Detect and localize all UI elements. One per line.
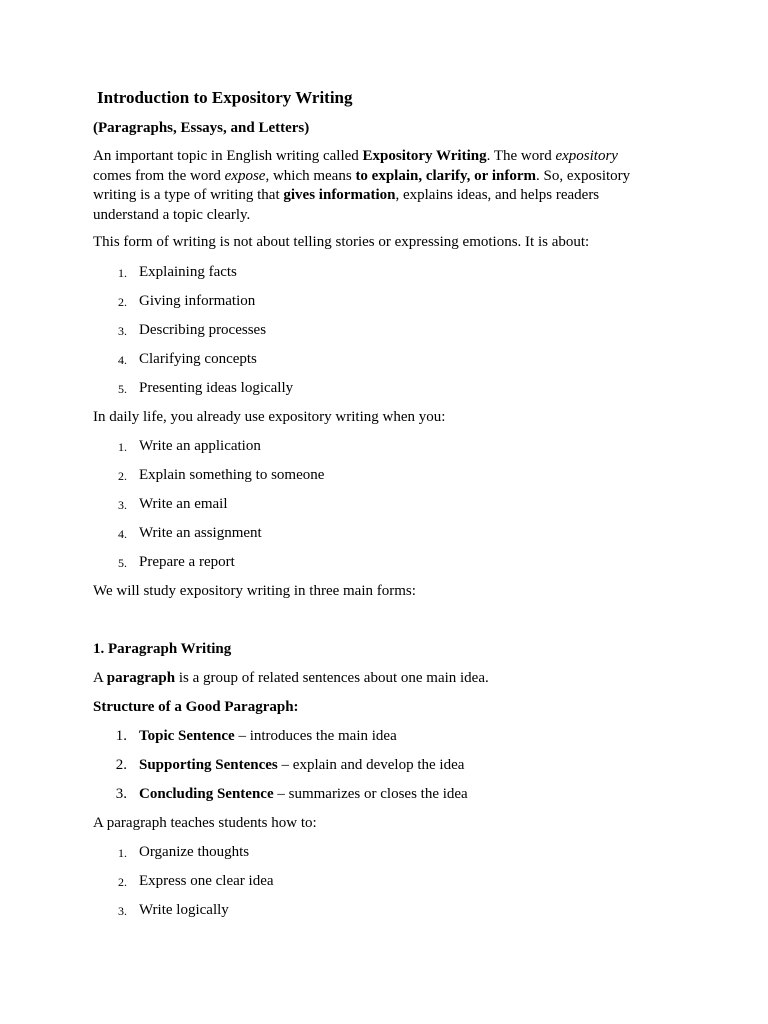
list-text: Write an email: [139, 496, 228, 512]
list-number: 3.: [115, 786, 127, 802]
list-number: 4.: [118, 527, 127, 541]
intro-text: An important topic in English writing called: [93, 148, 363, 164]
list-number: 5.: [118, 556, 127, 570]
intro-text: . So, expository writing is a type of writing that: [93, 167, 631, 203]
definition-text: is a group of related sentences about one main idea.: [175, 670, 489, 686]
structure-term: Concluding Sentence: [139, 786, 274, 802]
daily-intro: In daily life, you already use expository writing when you:: [93, 409, 446, 425]
list-text: Express one clear idea: [139, 873, 274, 889]
list-text: Clarifying concepts: [139, 351, 257, 367]
list-text: Presenting ideas logically: [139, 380, 294, 396]
intro-bold-meaning: to explain, clarify, or inform: [355, 167, 536, 184]
list-number: 2.: [118, 295, 127, 309]
intro-italic-word: expository: [555, 148, 618, 164]
list-number: 4.: [118, 353, 127, 367]
paragraph-definition: [93, 670, 489, 687]
list-text: Prepare a report: [139, 554, 235, 570]
list-text: Giving information: [139, 293, 256, 309]
intro-text: comes from the word: [93, 167, 225, 184]
list-text: [139, 728, 397, 745]
list-number: 2.: [115, 757, 127, 773]
forms-intro: We will study expository writing in three main forms:: [93, 583, 416, 599]
list-text: Write an assignment: [139, 525, 262, 541]
structure-term: Supporting Sentences: [139, 757, 278, 773]
structure-description: – introduces the main idea: [234, 728, 397, 744]
intro-paragraph: [93, 147, 653, 225]
intro-text: . The word: [486, 148, 556, 164]
structure-heading: Structure of a Good Paragraph:: [93, 699, 299, 715]
list-number: 3.: [118, 498, 127, 512]
definition-text: A: [93, 670, 107, 686]
intro-text: , explains ideas, and helps readers understand a topic clearly.: [93, 187, 600, 223]
definition-term: paragraph: [106, 670, 176, 686]
list-text: Explain something to someone: [139, 467, 325, 483]
list-number: 5.: [118, 382, 127, 396]
list-number: 2.: [118, 469, 127, 483]
list-number: 1.: [118, 846, 127, 860]
intro-bold-phrase: gives information: [283, 187, 396, 203]
list-text: Explaining facts: [139, 264, 237, 280]
list-text: Organize thoughts: [139, 844, 250, 860]
list-text: Write logically: [139, 902, 229, 918]
list-text: Write an application: [139, 438, 261, 454]
list-text: [139, 786, 468, 803]
list-number: 1.: [115, 728, 127, 744]
section-heading: 1. Paragraph Writing: [93, 641, 232, 657]
list-number: 1.: [118, 440, 127, 454]
list-number: 2.: [118, 875, 127, 889]
structure-description: – explain and develop the idea: [277, 757, 465, 773]
intro-bold-term: Expository Writing: [362, 148, 487, 164]
structure-term: Topic Sentence: [139, 728, 235, 744]
list-number: 3.: [118, 324, 127, 338]
list-text: Describing processes: [139, 322, 267, 338]
teaches-intro: A paragraph teaches students how to:: [93, 815, 317, 831]
page-title: Introduction to Expository Writing: [97, 88, 353, 107]
intro-italic-word: expose: [224, 167, 266, 184]
list-number: 3.: [118, 904, 127, 918]
list-number: 1.: [118, 266, 127, 280]
page-subtitle: (Paragraphs, Essays, and Letters): [93, 120, 310, 136]
structure-description: – summarizes or closes the idea: [273, 786, 468, 802]
intro-text: , which means: [265, 167, 356, 184]
about-intro: This form of writing is not about telling stories or expressing emotions. It is about:: [93, 234, 590, 250]
list-text: [139, 757, 464, 774]
